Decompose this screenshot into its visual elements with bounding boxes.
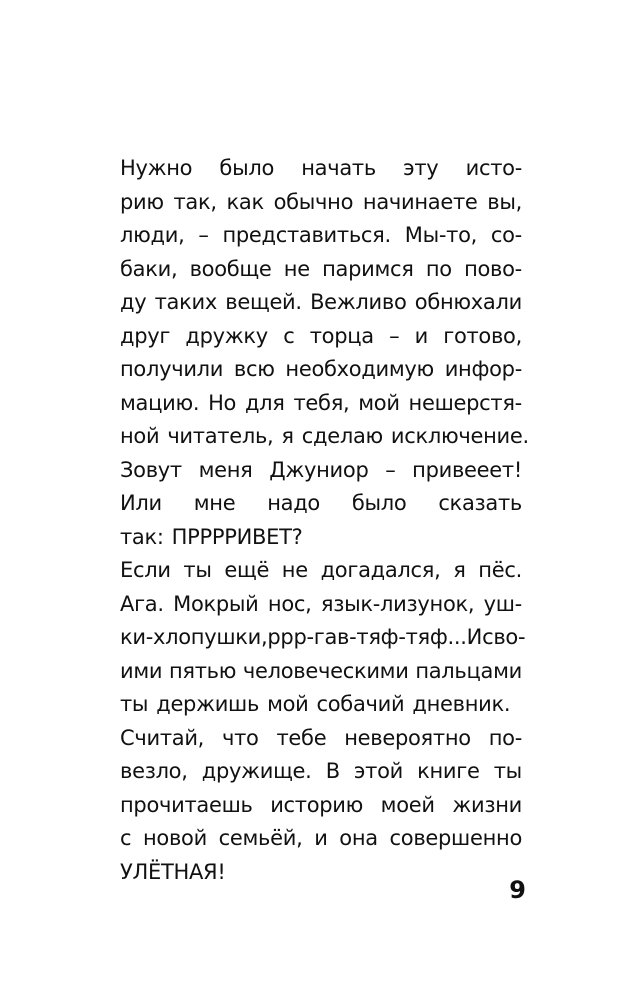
word: ты [493,759,522,783]
text-line [120,655,522,689]
word: начинаете [362,189,478,214]
word: вы, [487,189,522,214]
text-line [120,454,522,488]
word: нешерстя- [408,390,522,415]
text-line [120,688,522,722]
word: тебе [276,725,327,750]
text-line [120,420,529,454]
word: язык-лизунок, [320,591,475,616]
text-line [120,186,522,220]
word: новой [142,826,207,850]
word: для [244,390,285,415]
word: – [385,457,396,482]
word: и [414,323,428,348]
word: ПРРРРИВЕТ? [171,524,303,549]
word: необходимую [285,357,434,381]
word: надо [267,491,320,515]
word: получили [120,357,224,381]
word: было [219,156,275,180]
word: меня [198,457,253,482]
word: ты [120,692,149,716]
word: исключение. [390,424,529,448]
text-line [120,755,522,789]
word: дружку [185,323,268,348]
word: совершенно [389,826,522,850]
word: читатель, [167,424,274,448]
word: нос, [267,591,312,616]
word: как [226,189,264,214]
word: обычно [273,189,354,214]
word: дневник. [412,692,511,716]
word: И [466,625,483,649]
text-line [120,722,522,756]
word: моей [380,792,435,817]
word: собачий [316,692,405,716]
word: друг [120,323,171,348]
word: Если [120,558,171,582]
word: сво- [482,625,526,649]
word: Ага. [120,591,164,616]
word: – [389,323,400,348]
word: дружище. [201,759,312,783]
word: привееет! [412,457,522,482]
word: Зовут [120,457,182,482]
text-line [120,253,522,287]
word: она [339,826,378,850]
word: вообще [189,256,272,281]
word: обнюхали [414,290,522,314]
word: по [425,256,452,281]
word: человеческими [242,658,409,683]
word: начать [301,156,376,180]
word: всю [233,357,275,381]
word: УЛЁТНАЯ! [120,859,226,884]
word: я [453,558,466,582]
word: прочитаешь [120,792,253,817]
text-line [120,588,522,622]
text-line [120,152,522,186]
text-line [120,286,522,320]
text-line [120,856,522,890]
page-number: 9 [509,876,526,904]
word: по- [488,725,522,750]
word: что [221,725,259,750]
word: исто- [465,156,522,180]
word: ки-хлопушки, [120,625,268,649]
word: жизни [452,792,522,817]
word: Мокрый [173,591,259,616]
word: тебя, [293,390,350,415]
word: В [325,759,340,783]
word: мацию. [120,390,200,415]
text-line [120,353,522,387]
word: таких [154,290,217,314]
text-line [120,387,522,421]
text-line [120,521,522,555]
word: со- [490,223,522,247]
word: так, [173,189,217,214]
word: держишь [156,692,260,716]
word: сказать [438,491,522,515]
word: книге [417,759,480,783]
word: Нужно [120,156,193,180]
word: ты [183,558,212,582]
word: инфор- [444,357,522,381]
text-line [120,621,526,655]
text-line [120,789,522,823]
word: ещё [224,558,270,582]
word: везло, [120,759,188,783]
word: Но [208,390,237,415]
word: рию [120,189,164,214]
word: историю [270,792,364,817]
word: Мы-то, [404,223,477,247]
word: баки, [120,256,178,281]
word: догадался, [320,558,441,582]
word: торца [309,323,374,348]
word: представиться. [222,223,391,247]
word: паримся [322,256,414,281]
word: сделаю [301,424,383,448]
word: ими [120,658,163,683]
word: невероятно [344,725,471,750]
word: Или [120,491,162,515]
text-line [120,219,522,253]
word: ду [120,290,147,314]
word: пальцами [415,658,522,683]
word: этой [353,759,403,783]
word: семьёй, [218,826,303,850]
word: Считай, [120,725,205,750]
word: пёс. [478,558,522,582]
word: мой [267,692,309,716]
word: я [281,424,294,448]
word: так: [120,524,164,549]
body-text [120,152,529,889]
word: с [120,826,132,850]
word: Джуниор [269,457,369,482]
word: не [283,256,310,281]
word: пово- [464,256,522,281]
word: пятью [168,658,237,683]
word: ррр-гав-тяф-тяф... [267,625,467,649]
word: люди, [120,223,185,247]
word: не [281,558,308,582]
text-line [120,554,522,588]
word: – [198,223,209,247]
text-line [120,487,522,521]
word: мне [193,491,236,515]
text-line [120,320,522,354]
word: Вежливо [310,290,407,314]
word: вещей. [225,290,302,314]
word: готово, [443,323,522,348]
word: мой [358,390,400,415]
word: было [351,491,407,515]
text-line [120,822,522,856]
word: уш- [483,591,522,616]
word: с [283,323,295,348]
word: ной [120,424,160,448]
word: и [314,826,328,850]
word: эту [403,156,439,180]
